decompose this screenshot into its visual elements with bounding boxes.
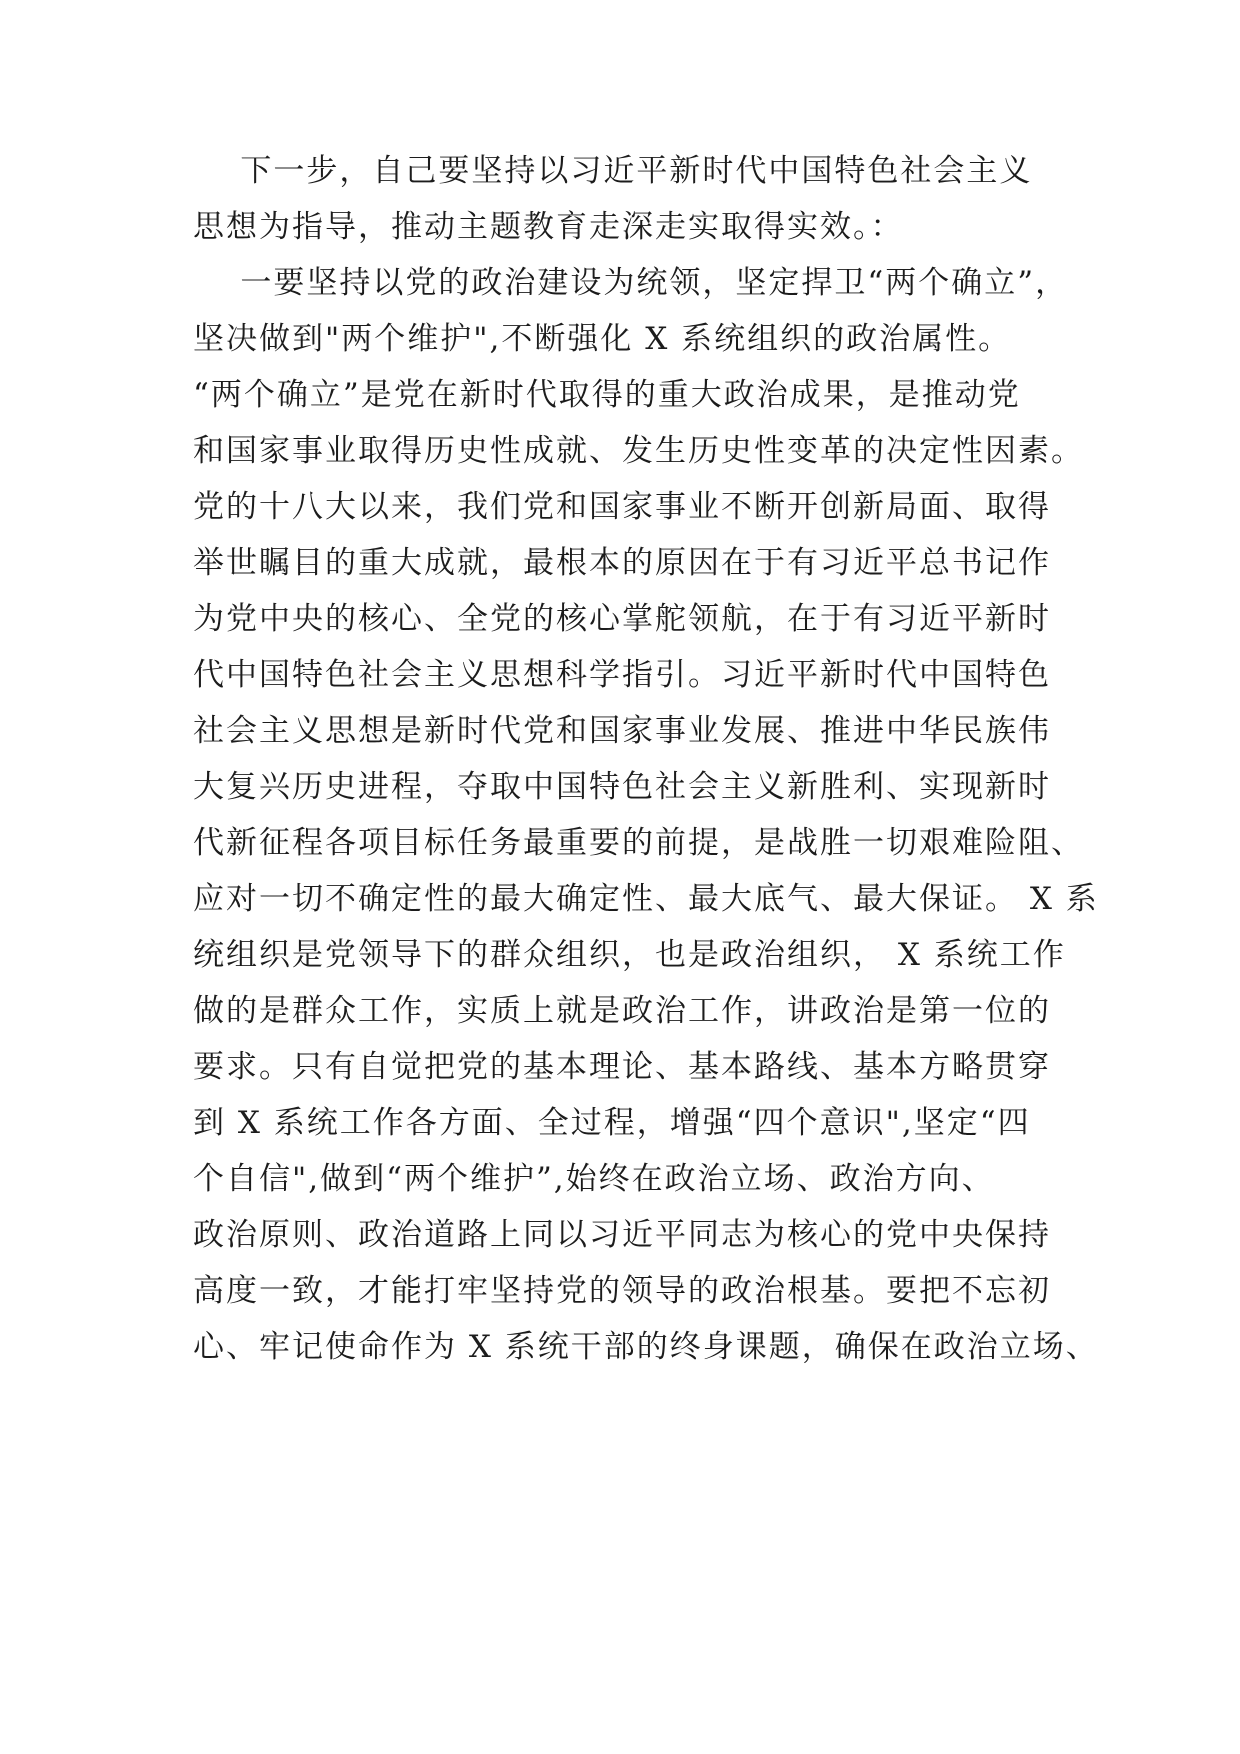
text-line: 统组织是党领导下的群众组织，也是政治组织， X 系统工作 <box>193 937 1066 973</box>
text-line: 代中国特色社会主义思想科学指引。习近平新时代中国特色 <box>193 657 1051 693</box>
text-line: 和国家事业取得历史性成就、发生历史性变革的决定性因素。 <box>193 433 1084 469</box>
text-line: 代新征程各项目标任务最重要的前提，是战胜一切艰难险阻、 <box>193 825 1084 861</box>
text-line: 坚决做到"两个维护",不断强化 X 系统组织的政治属性。 <box>193 321 1012 357</box>
text-line: 为党中央的核心、全党的核心掌舵领航，在于有习近平新时 <box>193 601 1051 637</box>
text-line: 心、牢记使命作为 X 系统干部的终身课题，确保在政治立场、 <box>193 1329 1099 1365</box>
text-line: 应对一切不确定性的最大确定性、最大底气、最大保证。 X 系 <box>193 881 1099 917</box>
text-line: 党的十八大以来，我们党和国家事业不断开创新局面、取得 <box>193 489 1051 525</box>
text-line: 社会主义思想是新时代党和国家事业发展、推进中华民族伟 <box>193 713 1051 749</box>
text-line: 一要坚持以党的政治建设为统领，坚定捍卫“两个确立”， <box>193 265 1069 301</box>
text-line: 个自信",做到“两个维护”,始终在政治立场、政治方向、 <box>193 1161 995 1197</box>
text-line: “两个确立”是党在新时代取得的重大政治成果，是推动党 <box>193 377 1021 413</box>
text-line: 思想为指导，推动主题教育走深走实取得实效。： <box>193 209 904 245</box>
text-line: 高度一致，才能打牢坚持党的领导的政治根基。要把不忘初 <box>193 1273 1051 1309</box>
text-line: 下一步，自己要坚持以习近平新时代中国特色社会主义 <box>193 153 1033 189</box>
text-line: 举世瞩目的重大成就，最根本的原因在于有习近平总书记作 <box>193 545 1051 581</box>
text-line: 做的是群众工作，实质上就是政治工作，讲政治是第一位的 <box>193 993 1051 1029</box>
body-text <box>193 143 1099 1375</box>
text-line: 政治原则、政治道路上同以习近平同志为核心的党中央保持 <box>193 1217 1051 1253</box>
text-line: 大复兴历史进程，夺取中国特色社会主义新胜利、实现新时 <box>193 769 1051 805</box>
text-line: 要求。只有自觉把党的基本理论、基本路线、基本方略贯穿 <box>193 1049 1051 1085</box>
text-line: 到 X 系统工作各方面、全过程，增强“四个意识",坚定“四 <box>193 1105 1031 1141</box>
